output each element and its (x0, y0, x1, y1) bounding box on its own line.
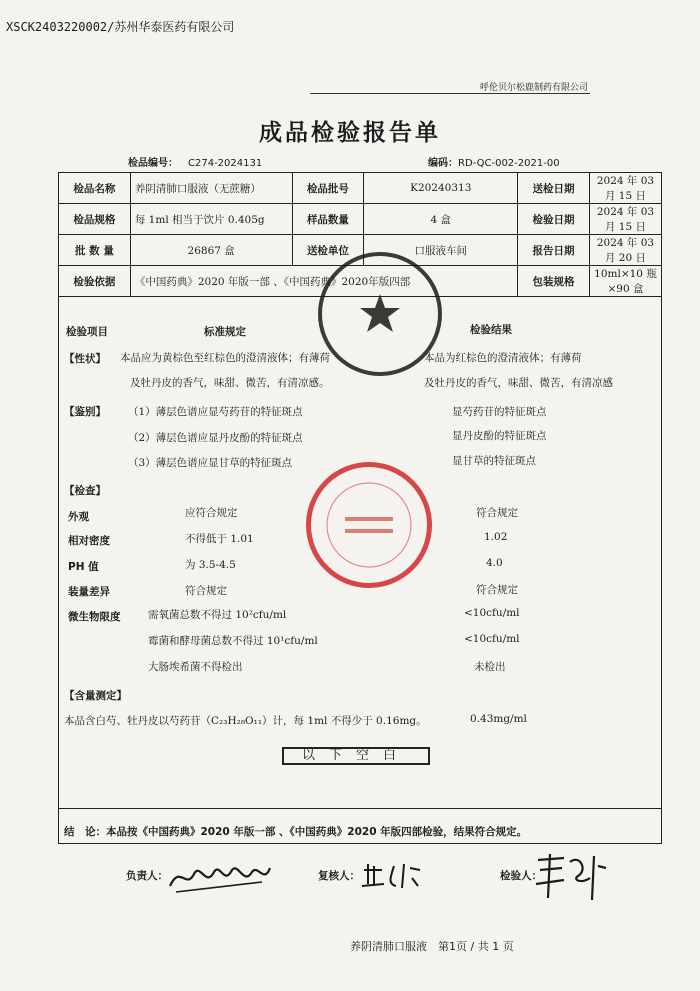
table-row (59, 173, 662, 204)
end-of-content-mark: 以下空白 (282, 747, 430, 765)
micro-label: 微生物限度 (68, 611, 121, 623)
seal-inner-mark (311, 467, 427, 583)
label-pack: 包装规格 (518, 266, 590, 297)
micro-standard: 霉菌和酵母菌总数不得过 10¹cfu/ml (148, 635, 318, 647)
page-footer: 养阴清肺口服液 第1页 / 共 1 页 (350, 940, 514, 953)
label-sample-qty: 样品数量 (292, 204, 364, 235)
reviewer-signature (360, 860, 424, 892)
responsible-label: 负责人： (126, 870, 168, 882)
test-basis: 《中国药典》2020 年版一部 、《中国药典》2020年版四部 (130, 266, 517, 297)
label-batch-qty: 批 数 量 (59, 235, 131, 266)
label-batch: 检品批号 (292, 173, 364, 204)
check-standard: 不得低于 1.01 (185, 533, 254, 545)
label-dept: 送检单位 (292, 235, 364, 266)
check-result: 符合规定 (476, 507, 518, 519)
submitting-dept: 口服液车间 (364, 235, 518, 266)
ident-standard: （2）薄层色谱应显丹皮酚的特征斑点 (128, 432, 303, 444)
col-header-item: 检验项目 (66, 326, 108, 338)
responsible-signature (166, 856, 274, 898)
character-result-line2: 及牡丹皮的香气，味甜、微苦，有清凉感 (424, 377, 613, 389)
micro-standard: 需氧菌总数不得过 10²cfu/ml (148, 609, 287, 621)
product-name: 养阴清肺口服液（无蔗糖） (130, 173, 292, 204)
label-submit-date: 送检日期 (518, 173, 590, 204)
check-result: 1.02 (484, 531, 508, 543)
company-seal (306, 462, 432, 588)
label-product-name: 检品名称 (59, 173, 131, 204)
reference-number: XSCK2403220002/苏州华泰医药有限公司 (6, 20, 235, 34)
label-basis: 检验依据 (59, 266, 131, 297)
form-code: 编码：RD-QC-002-2021-00 (428, 158, 560, 169)
test-date: 2024 年 03 月 15 日 (589, 204, 661, 235)
header-divider (310, 93, 590, 94)
micro-result: <10cfu/ml (464, 607, 520, 619)
section-assay: 【含量测定】 (64, 690, 127, 702)
check-result: 符合规定 (476, 584, 518, 596)
report-date: 2024 年 03 月 20 日 (589, 235, 661, 266)
check-item: 装量差异 (68, 586, 110, 598)
ident-result: 显丹皮酚的特征斑点 (452, 430, 547, 442)
pack-spec: 10ml×10 瓶×90 盒 (589, 266, 661, 297)
ident-result: 显芍药苷的特征斑点 (452, 406, 547, 418)
micro-result: <10cfu/ml (464, 633, 520, 645)
submit-date: 2024 年 03 月 15 日 (589, 173, 661, 204)
check-standard: 符合规定 (185, 585, 227, 597)
document-title: 成品检验报告单 (259, 120, 441, 146)
batch-qty: 26867 盒 (130, 235, 292, 266)
conclusion-divider (58, 808, 662, 809)
ident-result: 显甘草的特征斑点 (452, 455, 536, 467)
character-standard-line2: 及牡丹皮的香气，味甜、微苦，有清凉感。 (130, 377, 330, 389)
section-character: 【性状】 (64, 353, 106, 365)
label-report-date: 报告日期 (518, 235, 590, 266)
sample-qty: 4 盒 (364, 204, 518, 235)
ident-standard: （1）薄层色谱应显芍药苷的特征斑点 (128, 406, 303, 418)
star-icon (322, 256, 438, 372)
section-identification: 【鉴别】 (64, 406, 106, 418)
check-standard: 应符合规定 (185, 507, 238, 519)
check-standard: 为 3.5-4.5 (185, 559, 236, 571)
micro-result: 未检出 (474, 661, 506, 673)
assay-standard: 本品含白芍、牡丹皮以芍药苷（C₂₃H₂₈O₁₁）计，每 1ml 不得少于 0.16mg。 (64, 715, 427, 727)
col-header-result: 检验结果 (470, 324, 512, 336)
inspector-label: 检验人： (500, 870, 542, 882)
product-spec: 每 1ml 相当于饮片 0.405g (130, 204, 292, 235)
section-checks: 【检查】 (64, 485, 106, 497)
character-result-line1: 本品为红棕色的澄清液体；有薄荷 (424, 352, 582, 364)
col-header-standard: 标准规定 (204, 326, 246, 338)
reviewer-label: 复核人： (318, 870, 360, 882)
qc-seal (318, 252, 442, 376)
batch-number: K20240313 (364, 173, 518, 204)
ident-standard: （3）薄层色谱应显甘草的特征斑点 (128, 457, 293, 469)
check-result: 4.0 (486, 557, 503, 569)
company-name: 呼伦贝尔松鹿制药有限公司 (479, 83, 588, 93)
label-test-date: 检验日期 (518, 204, 590, 235)
check-item: PH 值 (68, 561, 99, 573)
check-item: 相对密度 (68, 535, 110, 547)
check-item: 外观 (68, 511, 89, 523)
assay-result: 0.43mg/ml (470, 713, 527, 725)
character-standard-line1: 本品应为黄棕色至红棕色的澄清液体；有薄荷 (120, 352, 330, 364)
label-spec: 检品规格 (59, 204, 131, 235)
inspector-signature (534, 850, 608, 904)
table-row (59, 204, 662, 235)
conclusion: 结 论：本品按《中国药典》2020 年版一部 、《中国药典》2020 年版四部检验，结果符合规定。 (64, 826, 528, 838)
inspection-number: 检品编号： C274-2024131 (128, 158, 263, 169)
micro-standard: 大肠埃希菌不得检出 (148, 661, 243, 673)
